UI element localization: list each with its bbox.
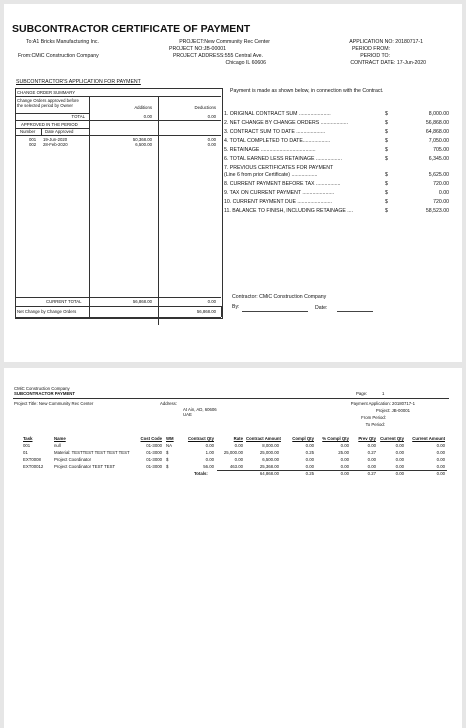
summary-line-label: 4. TOTAL COMPLETED TO DATE...................: [224, 138, 331, 144]
from-field: From:CMiC Construction Company: [18, 53, 99, 59]
table-cell: 25,368.00: [259, 464, 279, 469]
summary-line-currency: $: [385, 181, 388, 187]
to-period: To Period:: [365, 422, 385, 427]
approved-period-label: APPROVED IN THE PERIOD: [21, 122, 78, 127]
project-city: Chicago IL 60606: [225, 60, 266, 66]
summary-line-value: 5,625.00: [428, 172, 449, 178]
column-header: Contract Amount: [246, 436, 281, 441]
summary-line-label: 7. PREVIOUS CERTIFICATES FOR PAYMENT: [224, 165, 334, 171]
table-cell: 0.00: [340, 457, 349, 462]
page-number: 1: [382, 391, 385, 396]
table-cell: 0.00: [436, 443, 445, 448]
application-no: APPLICATION NO: 20180717-1: [349, 39, 423, 45]
table-cell: 01-3000: [146, 457, 162, 462]
summary-line-currency: $: [385, 172, 388, 178]
co-date: 28-Feb-2020: [43, 142, 68, 147]
table-cell: 0.00: [340, 443, 349, 448]
deductions-header: Deductions: [194, 105, 216, 110]
table-cell: 0.25: [305, 450, 314, 455]
table-cell: 0.00: [395, 464, 404, 469]
page-label: Page:: [356, 391, 368, 396]
number-header: Number: [20, 129, 36, 134]
summary-line-value: 64,868.00: [425, 129, 449, 135]
summary-line-currency: $: [385, 111, 388, 117]
period-to: PERIOD TO:: [360, 53, 390, 59]
co-number: 001: [29, 137, 37, 142]
table-cell: 0.00: [305, 443, 314, 448]
co-additions: 6,500.00: [135, 142, 152, 147]
signature-line: [242, 311, 308, 312]
project-no: PROJECT NO:JB-00001: [169, 46, 226, 52]
table-cell: 1.00: [205, 450, 214, 455]
co-number: 002: [29, 142, 37, 147]
detail-page: [4, 368, 462, 728]
table-cell: 0.00: [367, 464, 376, 469]
summary-line-value: 0.00: [438, 190, 449, 196]
summary-line-label: (Line 6 from prior Certificate) ..................: [224, 172, 318, 178]
date-approved-header: Date Approved: [45, 129, 74, 134]
by-label: By:: [232, 304, 240, 310]
table-cell: Material: TESTTEST TEST TEST TEST: [54, 450, 130, 455]
column-header: Name: [54, 436, 66, 441]
totals-label: Totals:: [194, 471, 208, 476]
column-header: WM: [166, 436, 174, 441]
column-header: Prev Qty: [358, 436, 376, 441]
table-cell: 0.00: [234, 457, 243, 462]
table-cell: 0.00: [367, 443, 376, 448]
detail-project: Project: JB-00001: [375, 408, 410, 413]
summary-line-currency: $: [385, 190, 388, 196]
contract-date: CONTRACT DATE: 17-Jun-2020: [350, 60, 426, 66]
summary-line-label: 11. BALANCE TO FINISH, INCLUDING RETAINAGE ....: [224, 208, 354, 214]
table-cell: 01-3000: [146, 464, 162, 469]
current-total-additions: 56,868.00: [132, 299, 152, 304]
co-deductions: 0.00: [207, 142, 216, 147]
summary-line-currency: $: [385, 120, 388, 126]
co-deductions: 0.00: [207, 137, 216, 142]
summary-line-value: 720.00: [433, 199, 449, 205]
summary-line-currency: $: [385, 156, 388, 162]
table-cell: EXT00012: [23, 464, 44, 469]
table-cell: 25,000.00: [223, 450, 243, 455]
address-label: Address:: [160, 401, 177, 406]
summary-line-value: 6,345.00: [428, 156, 449, 162]
period-from: PERIOD FROM:: [351, 46, 390, 52]
table-cell: 8,000.00: [262, 443, 279, 448]
co-additions: 50,368.00: [132, 137, 152, 142]
summary-line-currency: $: [385, 129, 388, 135]
table-cell: NA: [166, 443, 172, 448]
summary-line-currency: $: [385, 138, 388, 144]
table-cell: 01-3000: [146, 443, 162, 448]
detail-title: SUBCONTRACTOR PAYMENT: [14, 391, 76, 396]
totals-cell: 0.25: [305, 471, 314, 476]
co-date: 19-Jun-2020: [43, 137, 68, 142]
column-header: Compl Qty: [292, 436, 314, 441]
table-cell: 01-3000: [146, 450, 162, 455]
table-cell: 0.00: [436, 450, 445, 455]
table-cell: Project Coordinator: [54, 457, 92, 462]
table-cell: 0.27: [367, 450, 376, 455]
summary-line-label: 8. CURRENT PAYMENT BEFORE TAX .................: [224, 181, 341, 187]
application-header: SUBCONTRACTOR'S APPLICATION FOR PAYMENT: [16, 79, 141, 85]
table-cell: 0.00: [305, 457, 314, 462]
table-cell: 0.00: [205, 457, 214, 462]
summary-line-value: 720.00: [433, 181, 449, 187]
table-cell: EXT0008: [23, 457, 41, 462]
table-cell: 0.00: [205, 443, 214, 448]
table-cell: 01: [23, 450, 28, 455]
table-cell: 001: [23, 443, 31, 448]
co-approved-line1: Change Orders approved before: [17, 98, 79, 103]
totals-cell: 0.00: [436, 471, 445, 476]
certificate-page: [4, 4, 462, 362]
co-approved-line2: the selected period by Owner: [17, 103, 73, 108]
to-field: To:A1 Bricks Manufacturing Inc.: [26, 39, 99, 45]
summary-line-label: 10. CURRENT PAYMENT DUE ........................: [224, 199, 332, 205]
column-header: % Compl Qty: [322, 436, 349, 441]
table-cell: 25,000.00: [259, 450, 279, 455]
summary-line-label: 5. RETAINAGE ......................................: [224, 147, 316, 153]
table-cell: 0.00: [395, 443, 404, 448]
table-cell: 0.00: [340, 464, 349, 469]
payment-application: Payment Application: 20180717-1: [350, 401, 415, 406]
summary-line-label: 3. CONTRACT SUM TO DATE ....................: [224, 129, 326, 135]
table-cell: 0.00: [395, 457, 404, 462]
address-line1: At Ain, AD, 60606: [183, 407, 217, 412]
additions-header: Additions: [134, 105, 152, 110]
table-cell: null: [54, 443, 61, 448]
totals-cell: 0.00: [395, 471, 404, 476]
table-cell: 56.00: [203, 464, 214, 469]
project-address: PROJECT ADDRESS:555 Central Ave.: [172, 53, 263, 59]
net-change-value: 56,868.00: [196, 309, 216, 314]
summary-line-value: 58,523.00: [425, 208, 449, 214]
table-cell: 25.00: [338, 450, 349, 455]
summary-line-currency: $: [385, 199, 388, 205]
detail-project-title: Project Title: New Community Rec Center: [14, 401, 94, 406]
column-header: Task: [23, 436, 33, 441]
from-period: From Period:: [361, 415, 386, 420]
summary-line-currency: $: [385, 147, 388, 153]
total-deductions: 0.00: [207, 114, 216, 119]
co-summary-label: CHANGE ORDER SUMMARY: [17, 90, 76, 95]
date-label: Date:: [315, 305, 328, 311]
column-header: Contract Qty: [187, 436, 214, 441]
column-header: Rate: [233, 436, 243, 441]
table-cell: $: [166, 450, 169, 455]
table-cell: $: [166, 457, 169, 462]
table-cell: 0.00: [395, 450, 404, 455]
current-total-label: CURRENT TOTAL: [46, 299, 82, 304]
table-cell: 463.00: [229, 464, 243, 469]
summary-line-label: 2. NET CHANGE BY CHANGE ORDERS ...................: [224, 120, 349, 126]
summary-line-value: 8,000.00: [428, 111, 449, 117]
date-line: [337, 311, 373, 312]
project-name: PROJECT:New Community Rec Center: [179, 39, 270, 45]
table-cell: $: [166, 464, 169, 469]
table-cell: 0.00: [436, 464, 445, 469]
summary-line-label: 6. TOTAL EARNED LESS RETAINAGE ..................: [224, 156, 342, 162]
payment-intro: Payment is made as shown below, in connection with the Contract.: [230, 88, 384, 94]
column-header: Current Qty: [380, 436, 404, 441]
header-rule: [13, 398, 449, 399]
summary-line-label: 9. TAX ON CURRENT PAYMENT ......................: [224, 190, 335, 196]
total-label: TOTAL: [71, 114, 85, 119]
table-cell: 6,500.00: [262, 457, 279, 462]
summary-line-currency: $: [385, 208, 388, 214]
summary-line-label: 1. ORIGINAL CONTRACT SUM ......................: [224, 111, 331, 117]
summary-line-value: 56,868.00: [425, 120, 449, 126]
table-cell: 0.00: [367, 457, 376, 462]
table-cell: 0.00: [305, 464, 314, 469]
detail-company: CMiC Construction Company: [14, 386, 70, 391]
table-cell: 0.00: [436, 457, 445, 462]
net-change-label: Net Change by Change Orders: [17, 309, 77, 314]
address-line2: UAE: [183, 412, 192, 417]
totals-cell: 64,868.00: [259, 471, 279, 476]
contractor-name: Contractor: CMiC Construction Company: [232, 294, 327, 300]
total-additions: 0.00: [143, 114, 152, 119]
table-cell: 0.00: [234, 443, 243, 448]
summary-line-value: 7,050.00: [428, 138, 449, 144]
totals-cell: 0.27: [367, 471, 376, 476]
summary-line-value: 705.00: [433, 147, 449, 153]
current-total-deductions: 0.00: [207, 299, 216, 304]
column-header: Current Amount: [412, 436, 445, 441]
column-header: Cost Code: [140, 436, 162, 441]
certificate-title: SUBCONTRACTOR CERTIFICATE OF PAYMENT: [12, 23, 251, 35]
table-cell: Project Coordinator TEST TEST: [54, 464, 116, 469]
totals-cell: 0.00: [340, 471, 349, 476]
